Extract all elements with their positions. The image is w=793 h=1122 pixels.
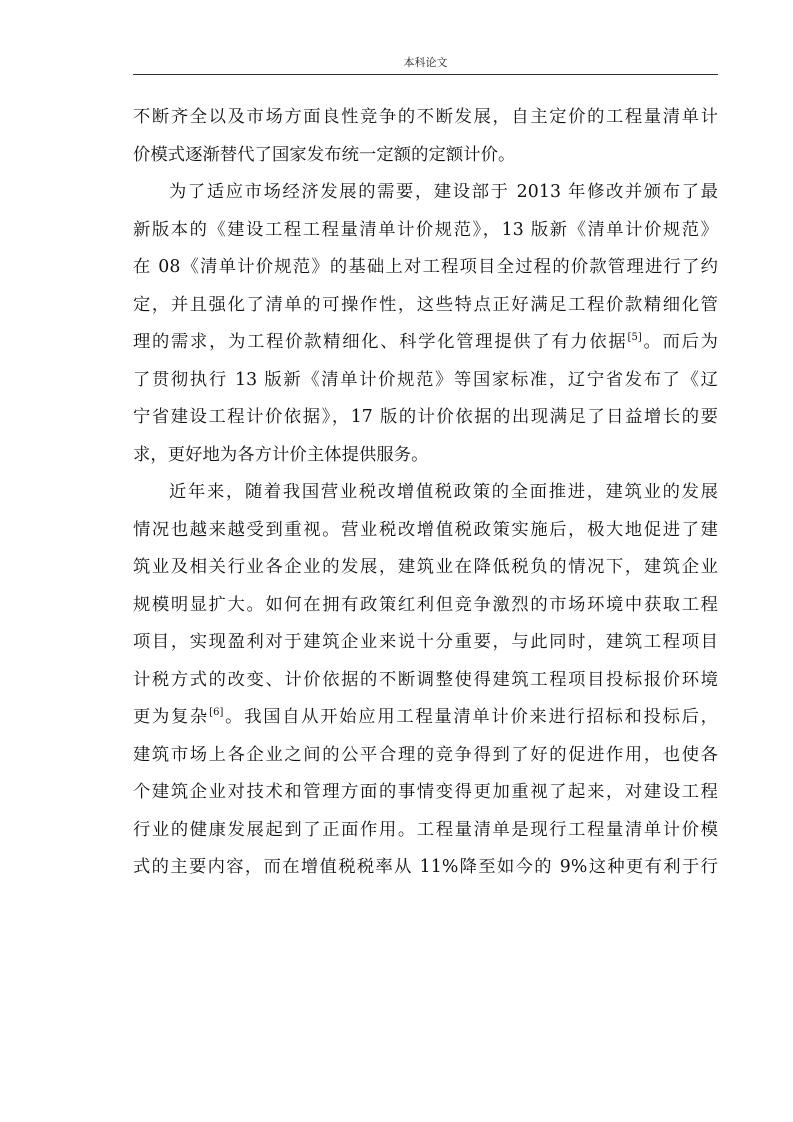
line-text: 式的主要内容，而在增值税税率从 11%降至如今的 9%这种更有利于行 bbox=[133, 857, 718, 877]
text-line bbox=[133, 812, 718, 850]
line-text: 定，并且强化了清单的可操作性，这些特点正好满足工程价款精细化管 bbox=[133, 294, 718, 315]
text-line bbox=[133, 737, 718, 775]
text-line bbox=[133, 99, 718, 137]
text-line bbox=[133, 662, 718, 700]
line-text: 近年来，随着我国营业税改增值税政策的全面推进，建筑业的发展 bbox=[169, 482, 718, 502]
line-text: 情况也越来越受到重视。营业税改增值税政策实施后，极大地促进了建 bbox=[133, 519, 718, 540]
line-text: 行业的健康发展起到了正面作用。工程量清单是现行工程量清单计价模 bbox=[133, 819, 718, 840]
text-line bbox=[133, 287, 718, 325]
text-line bbox=[133, 587, 718, 625]
text-line bbox=[133, 174, 718, 212]
line-text: 更为复杂 bbox=[133, 707, 210, 727]
text-line bbox=[133, 324, 718, 362]
text-line bbox=[133, 849, 718, 887]
text-line bbox=[133, 249, 718, 287]
text-line bbox=[133, 699, 718, 737]
line-text: 规模明显扩大。如何在拥有政策红利但竞争激烈的市场环境中获取工程 bbox=[133, 594, 718, 615]
text-line bbox=[133, 437, 718, 475]
line-text: 新版本的《建设工程工程量清单计价规范》，13 版新《清单计价规范》 bbox=[133, 219, 718, 240]
line-text-continued: 。我国自从开始应用工程量清单计价来进行招标和投标后， bbox=[223, 707, 718, 727]
line-text: 理的需求，为工程价款精细化、科学化管理提供了有力依据 bbox=[133, 332, 628, 352]
page-header bbox=[133, 52, 718, 75]
line-text-continued: 。而后为 bbox=[641, 332, 718, 352]
line-text: 计税方式的改变、计价依据的不断调整使得建筑工程项目投标报价环境 bbox=[133, 669, 718, 690]
text-line bbox=[133, 474, 718, 512]
line-text: 不断齐全以及市场方面良性竞争的不断发展，自主定价的工程量清单计 bbox=[133, 107, 718, 127]
line-text: 筑业及相关行业各企业的发展，建筑业在降低税负的情况下，建筑企业 bbox=[133, 557, 718, 577]
text-line bbox=[133, 399, 718, 437]
text-line bbox=[133, 549, 718, 587]
text-line bbox=[133, 624, 718, 662]
body-text bbox=[133, 99, 718, 887]
header-title: 本科论文 bbox=[403, 56, 448, 69]
text-line bbox=[133, 137, 718, 175]
text-line bbox=[133, 212, 718, 250]
text-line bbox=[133, 512, 718, 550]
line-text: 价模式逐渐替代了国家发布统一定额的定额计价。 bbox=[133, 144, 516, 165]
line-text: 在 08《清单计价规范》的基础上对工程项目全过程的价款管理进行了约 bbox=[133, 257, 718, 277]
line-text: 求，更好地为各方计价主体提供服务。 bbox=[133, 444, 429, 465]
line-text: 建筑市场上各企业之间的公平合理的竞争得到了好的促进作用，也使各 bbox=[133, 744, 718, 765]
line-text: 了贯彻执行 13 版新《清单计价规范》等国家标准，辽宁省发布了《辽 bbox=[133, 369, 718, 390]
citation-marker: [5] bbox=[627, 332, 642, 343]
text-line bbox=[133, 774, 718, 812]
line-text: 个建筑企业对技术和管理方面的事情变得更加重视了起来，对建设工程 bbox=[133, 782, 718, 802]
line-text: 宁省建设工程计价依据》，17 版的计价依据的出现满足了日益增长的要 bbox=[133, 407, 718, 427]
text-line bbox=[133, 362, 718, 400]
citation-marker: [6] bbox=[209, 707, 224, 718]
line-text: 为了适应市场经济发展的需要，建设部于 2013 年修改并颁布了最 bbox=[169, 182, 718, 202]
line-text: 项目，实现盈利对于建筑企业来说十分重要，与此同时，建筑工程项目 bbox=[133, 632, 718, 652]
